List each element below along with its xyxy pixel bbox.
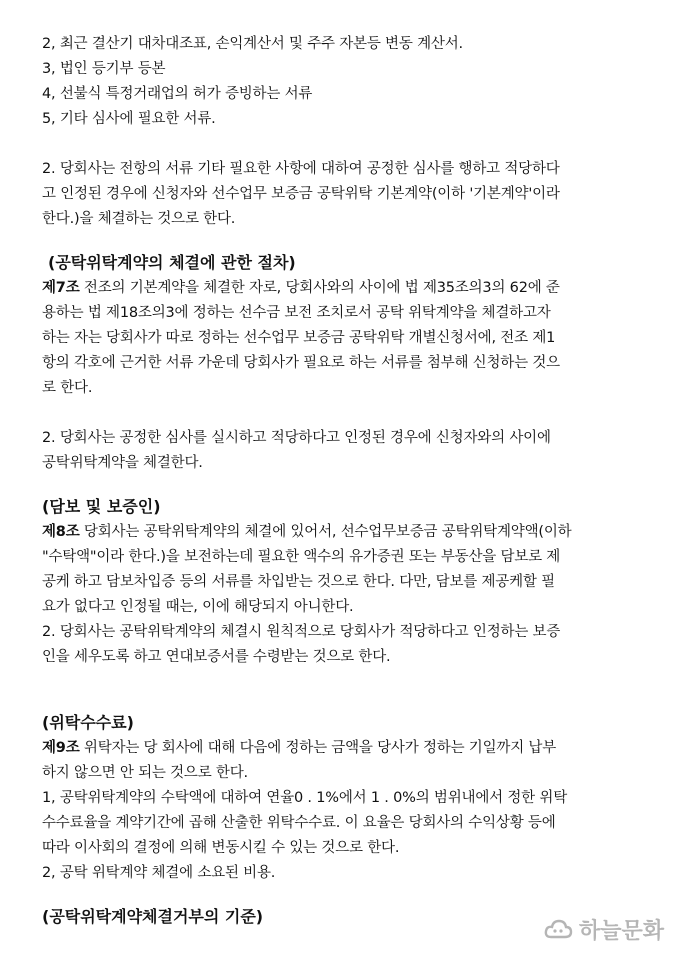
paragraph-line: 고 인정된 경우에 신청자와 선수업무 보증금 공탁위탁 기본계약(이하 '기본계약'이라 xyxy=(42,186,560,202)
spacer xyxy=(42,476,642,494)
article-first-line xyxy=(42,736,642,761)
section-heading-collateral: (담보 및 보증인) xyxy=(42,497,161,516)
article-text: 위탁자는 당 회사에 대해 다음에 정하는 금액을 당사가 정하는 기일까지 납부 xyxy=(79,740,557,756)
list-item: 4, 선불식 특정거래업의 허가 증빙하는 서류 xyxy=(42,86,313,102)
section-heading-refusal: (공탁위탁계약체결거부의 기준) xyxy=(42,907,264,926)
paragraph-line: 인을 세우도록 하고 연대보증서를 수령받는 것으로 한다. xyxy=(42,649,391,665)
article-text: 당회사는 공탁위탁계약의 체결에 있어서, 선수업무보증금 공탁위탁계약액(이하 xyxy=(79,524,572,540)
cloud-logo-icon xyxy=(543,917,573,943)
paragraph-line: "수탁액"이라 한다.)을 보전하는데 필요한 액수의 유가증권 또는 부동산을 담보로 제 xyxy=(42,549,561,565)
paragraph-line: 2. 당회사는 공정한 심사를 실시하고 적당하다고 인정된 경우에 신청자와의 사이에 xyxy=(42,430,551,446)
document-list xyxy=(42,32,642,132)
article-7-para-2 xyxy=(42,426,642,476)
article-text: 전조의 기본계약을 체결한 자로, 당회사와의 사이에 법 제35조의3의 62에 준 xyxy=(79,280,560,296)
list-item: 5, 기타 심사에 필요한 서류. xyxy=(42,111,216,127)
paragraph-line: 요가 없다고 인정될 때는, 이에 해당되지 아니한다. xyxy=(42,599,354,615)
paragraph-line: 하는 자는 당회사가 따로 정하는 선수업무 보증금 공탁위탁 개별신청서에, 전조 제1 xyxy=(42,330,556,346)
article-9 xyxy=(42,736,642,886)
paragraph-line: 따라 이사회의 결정에 의해 변동시킬 수 있는 것으로 한다. xyxy=(42,840,400,856)
watermark xyxy=(543,914,664,945)
article-label: 제8조 xyxy=(42,524,80,540)
spacer xyxy=(42,670,642,710)
document-page xyxy=(42,32,642,930)
article-8 xyxy=(42,520,642,670)
article-label: 제7조 xyxy=(42,280,80,296)
spacer xyxy=(42,132,642,157)
paragraph-line: 하지 않으면 안 되는 것으로 한다. xyxy=(42,765,248,781)
article-label: 제9조 xyxy=(42,740,80,756)
paragraph-line: 2. 당회사는 공탁위탁계약의 체결시 원칙적으로 당회사가 적당하다고 인정하는 보증 xyxy=(42,624,561,640)
paragraph-line: 1, 공탁위탁계약의 수탁액에 대하여 연율0 . 1%에서 1 . 0%의 범위내에서 정한 위탁 xyxy=(42,790,568,806)
section-heading-procedure: (공탁위탁계약의 체결에 관한 절차) xyxy=(48,253,296,272)
article-first-line xyxy=(42,520,642,545)
paragraph-line: 용하는 법 제18조의3에 정하는 선수금 보전 조치로서 공탁 위탁계약을 체결하고자 xyxy=(42,305,551,321)
article-7 xyxy=(42,276,642,401)
paragraph-line: 2. 당회사는 전항의 서류 기타 필요한 사항에 대하여 공정한 심사를 행하고 적당하다 xyxy=(42,161,560,177)
review-paragraph xyxy=(42,157,642,232)
watermark-text: 하늘문화 xyxy=(578,919,664,944)
paragraph-line: 로 한다. xyxy=(42,380,93,396)
paragraph-line: 공케 하고 담보차입증 등의 서류를 차입받는 것으로 한다. 다만, 담보를 제공케할 필 xyxy=(42,574,555,590)
list-item: 2, 최근 결산기 대차대조표, 손익계산서 및 주주 자본등 변동 계산서. xyxy=(42,36,463,52)
paragraph-line: 항의 각호에 근거한 서류 가운데 당회사가 필요로 하는 서류를 첨부해 신청하는 것으 xyxy=(42,355,560,371)
paragraph-line: 한다.)을 체결하는 것으로 한다. xyxy=(42,211,236,227)
list-item: 3, 법인 등기부 등본 xyxy=(42,61,166,77)
article-first-line xyxy=(42,276,642,301)
paragraph-line: 공탁위탁계약을 체결한다. xyxy=(42,455,203,471)
paragraph-line: 수수료율을 계약기간에 곱해 산출한 위탁수수료. 이 요율은 당회사의 수익상황 등에 xyxy=(42,815,556,831)
section-heading-fee: (위탁수수료) xyxy=(42,713,134,732)
spacer xyxy=(42,232,642,250)
spacer xyxy=(42,401,642,426)
paragraph-line: 2, 공탁 위탁계약 체결에 소요된 비용. xyxy=(42,865,276,881)
spacer xyxy=(42,886,642,904)
